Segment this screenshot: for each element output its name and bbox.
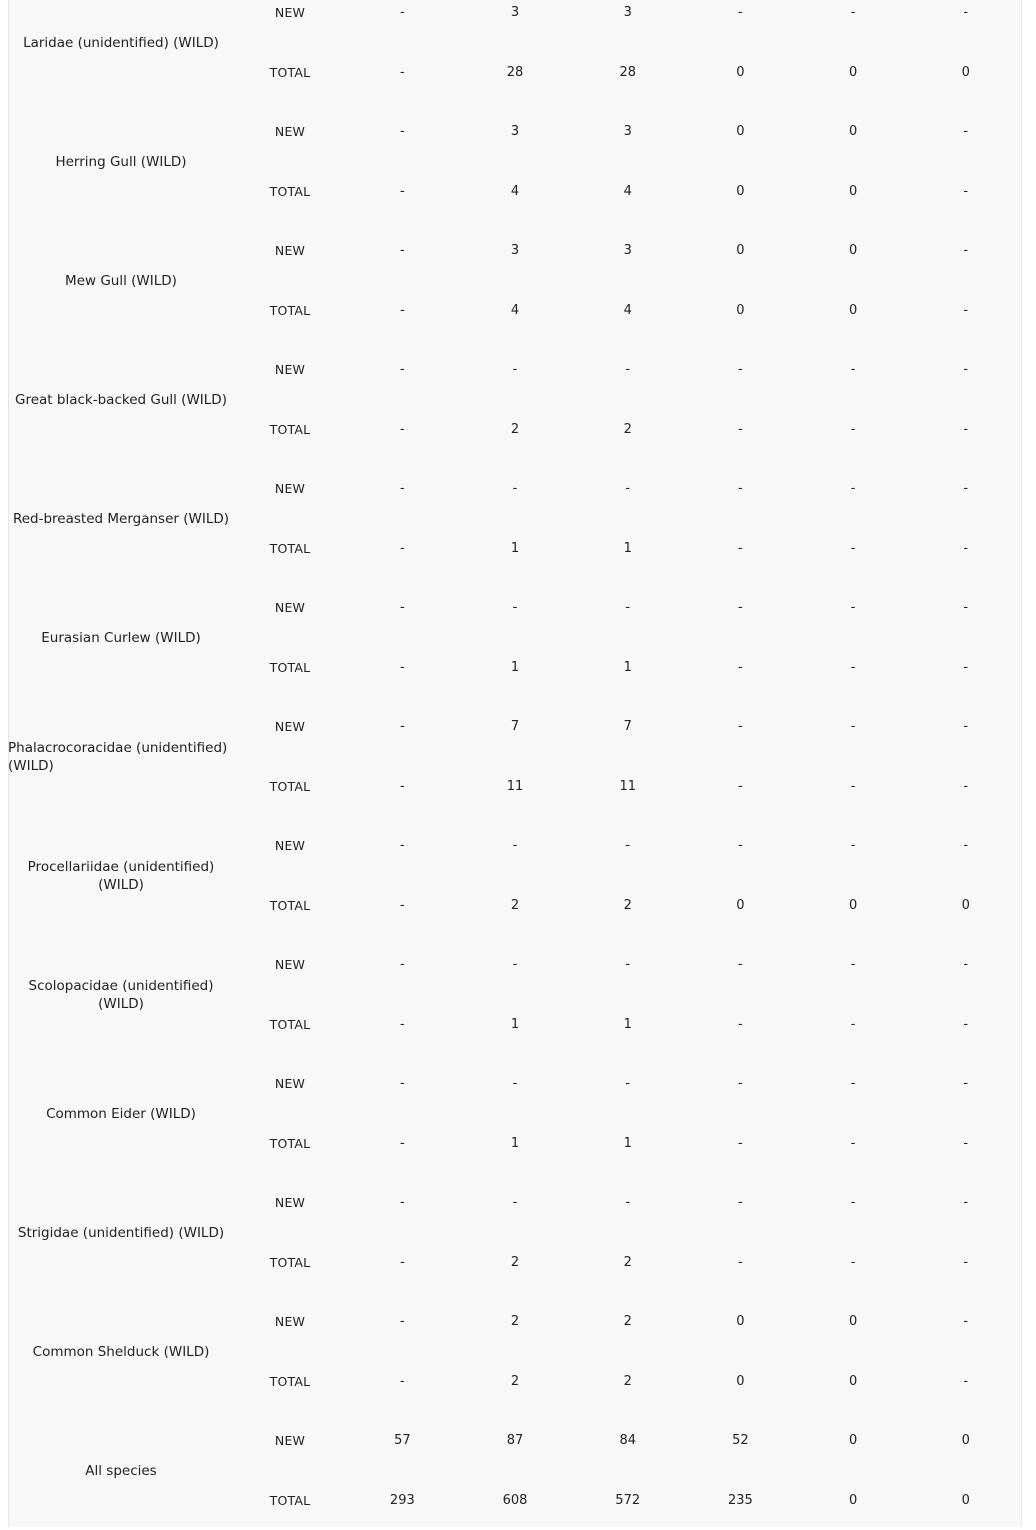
species-name-cell: Common Shelduck (WILD) [8, 1292, 234, 1411]
value-cell: - [797, 0, 910, 43]
value-cell: 57 [346, 1411, 459, 1471]
value-cell: - [909, 1114, 1022, 1174]
value-cell: - [459, 1054, 572, 1114]
value-cell: 3 [459, 221, 572, 281]
row-kind-label-total: TOTAL [234, 1471, 346, 1530]
value-cell: 1 [571, 519, 684, 579]
value-cell: - [909, 1292, 1022, 1352]
row-kind-label-new: NEW [234, 340, 346, 400]
value-cell: 28 [571, 43, 684, 103]
value-cell: 0 [684, 221, 797, 281]
value-cell: 4 [459, 162, 572, 222]
value-cell: - [797, 1114, 910, 1174]
row-kind-label-total: TOTAL [234, 400, 346, 460]
value-cell: 0 [797, 1292, 910, 1352]
row-kind-label-total: TOTAL [234, 281, 346, 341]
value-cell: - [459, 816, 572, 876]
row-kind-label-total: TOTAL [234, 757, 346, 817]
value-cell: - [909, 0, 1022, 43]
value-cell: 0 [797, 876, 910, 936]
value-cell: - [346, 578, 459, 638]
row-kind-label-new: NEW [234, 102, 346, 162]
value-cell: 2 [571, 876, 684, 936]
value-cell: 7 [571, 697, 684, 757]
value-cell: 2 [459, 1292, 572, 1352]
value-cell: - [909, 757, 1022, 817]
value-cell: 1 [459, 519, 572, 579]
value-cell: 4 [571, 281, 684, 341]
value-cell: 0 [797, 43, 910, 103]
value-cell: - [684, 400, 797, 460]
value-cell: - [797, 400, 910, 460]
value-cell: 1 [571, 1114, 684, 1174]
row-kind-label-new: NEW [234, 697, 346, 757]
value-cell: 0 [684, 102, 797, 162]
species-name-cell: Red-breasted Merganser (WILD) [8, 459, 234, 578]
value-cell: 2 [459, 1352, 572, 1412]
species-name-cell: Laridae (unidentified) (WILD) [8, 0, 234, 102]
value-cell: 2 [571, 1233, 684, 1293]
value-cell: - [571, 816, 684, 876]
row-kind-label-total: TOTAL [234, 638, 346, 698]
value-cell: - [797, 935, 910, 995]
value-cell: 52 [684, 1411, 797, 1471]
value-cell: 1 [459, 638, 572, 698]
value-cell: - [346, 1173, 459, 1233]
row-kind-label-new: NEW [234, 935, 346, 995]
value-cell: - [346, 757, 459, 817]
value-cell: 0 [797, 1352, 910, 1412]
value-cell: - [797, 340, 910, 400]
value-cell: - [346, 1054, 459, 1114]
value-cell: - [684, 578, 797, 638]
value-cell: - [459, 578, 572, 638]
table-row-new [8, 459, 1022, 519]
row-kind-label-new: NEW [234, 1173, 346, 1233]
table-row-new [8, 102, 1022, 162]
value-cell: - [571, 340, 684, 400]
row-kind-label-new: NEW [234, 459, 346, 519]
row-kind-label-total: TOTAL [234, 519, 346, 579]
species-name-cell: Procellariidae (unidentified) (WILD) [8, 816, 234, 935]
value-cell: 3 [571, 102, 684, 162]
value-cell: - [346, 0, 459, 43]
value-cell: 7 [459, 697, 572, 757]
value-cell: - [459, 1173, 572, 1233]
row-kind-label-new: NEW [234, 1292, 346, 1352]
value-cell: - [909, 697, 1022, 757]
value-cell: 3 [571, 0, 684, 43]
species-name-cell: Herring Gull (WILD) [8, 102, 234, 221]
value-cell: - [797, 816, 910, 876]
value-cell: 235 [684, 1471, 797, 1530]
value-cell: 608 [459, 1471, 572, 1530]
value-cell: 0 [684, 1292, 797, 1352]
value-cell: - [571, 459, 684, 519]
value-cell: - [571, 1054, 684, 1114]
table-row-new [8, 1292, 1022, 1352]
value-cell: - [797, 757, 910, 817]
table-row-new [8, 0, 1022, 43]
species-name-cell: All species [8, 1411, 234, 1530]
value-cell: - [684, 935, 797, 995]
value-cell: - [346, 816, 459, 876]
value-cell: - [797, 578, 910, 638]
value-cell: 0 [909, 1471, 1022, 1530]
value-cell: - [909, 221, 1022, 281]
value-cell: - [797, 995, 910, 1055]
value-cell: 0 [797, 281, 910, 341]
row-kind-label-new: NEW [234, 1054, 346, 1114]
value-cell: - [909, 1173, 1022, 1233]
species-name-cell: Phalacrocoracidae (unidentified) (WILD) [8, 697, 234, 816]
value-cell: 0 [797, 162, 910, 222]
value-cell: - [797, 638, 910, 698]
value-cell: - [909, 102, 1022, 162]
value-cell: - [571, 578, 684, 638]
value-cell: - [346, 1292, 459, 1352]
value-cell: 0 [684, 162, 797, 222]
value-cell: 0 [909, 876, 1022, 936]
row-kind-label-new: NEW [234, 578, 346, 638]
value-cell: 0 [797, 102, 910, 162]
value-cell: - [459, 935, 572, 995]
value-cell: 2 [459, 876, 572, 936]
value-cell: - [797, 519, 910, 579]
value-cell: 572 [571, 1471, 684, 1530]
value-cell: - [684, 816, 797, 876]
value-cell: - [571, 1173, 684, 1233]
value-cell: 3 [459, 0, 572, 43]
table-row-new [8, 221, 1022, 281]
value-cell: - [909, 1054, 1022, 1114]
value-cell: 4 [571, 162, 684, 222]
row-kind-label-new: NEW [234, 0, 346, 43]
species-table [8, 0, 1022, 1530]
value-cell: 1 [571, 638, 684, 698]
value-cell: 1 [459, 1114, 572, 1174]
row-kind-label-total: TOTAL [234, 1114, 346, 1174]
value-cell: - [346, 102, 459, 162]
table-row-new [8, 340, 1022, 400]
value-cell: 3 [459, 102, 572, 162]
value-cell: 2 [571, 1292, 684, 1352]
table-row-new [8, 935, 1022, 995]
value-cell: 2 [459, 1233, 572, 1293]
value-cell: - [684, 1054, 797, 1114]
value-cell: - [909, 519, 1022, 579]
value-cell: - [346, 1233, 459, 1293]
species-name-cell: Great black-backed Gull (WILD) [8, 340, 234, 459]
value-cell: - [909, 340, 1022, 400]
table-row-new [8, 1173, 1022, 1233]
species-name-cell: Scolopacidae (unidentified) (WILD) [8, 935, 234, 1054]
value-cell: - [684, 0, 797, 43]
value-cell: - [684, 1114, 797, 1174]
value-cell: - [346, 162, 459, 222]
value-cell: 0 [797, 221, 910, 281]
species-name-cell: Strigidae (unidentified) (WILD) [8, 1173, 234, 1292]
value-cell: 1 [571, 995, 684, 1055]
row-kind-label-total: TOTAL [234, 43, 346, 103]
value-cell: 2 [571, 1352, 684, 1412]
species-name-cell: Common Eider (WILD) [8, 1054, 234, 1173]
value-cell: - [684, 757, 797, 817]
value-cell: 293 [346, 1471, 459, 1530]
value-cell: - [797, 1233, 910, 1293]
table-row-new [8, 578, 1022, 638]
table-row-new [8, 1411, 1022, 1471]
value-cell: - [684, 1173, 797, 1233]
value-cell: - [459, 340, 572, 400]
value-cell: 0 [684, 1352, 797, 1412]
species-name-cell: Eurasian Curlew (WILD) [8, 578, 234, 697]
value-cell: - [797, 697, 910, 757]
value-cell: - [346, 519, 459, 579]
value-cell: - [684, 459, 797, 519]
species-table-body [8, 0, 1022, 1530]
value-cell: 2 [459, 400, 572, 460]
value-cell: - [909, 935, 1022, 995]
value-cell: 4 [459, 281, 572, 341]
value-cell: 0 [684, 876, 797, 936]
value-cell: - [346, 340, 459, 400]
value-cell: - [346, 638, 459, 698]
value-cell: 28 [459, 43, 572, 103]
value-cell: - [909, 162, 1022, 222]
value-cell: - [909, 1233, 1022, 1293]
row-kind-label-new: NEW [234, 1411, 346, 1471]
value-cell: 0 [909, 1411, 1022, 1471]
value-cell: - [909, 578, 1022, 638]
value-cell: 0 [797, 1471, 910, 1530]
table-row-new [8, 816, 1022, 876]
value-cell: - [346, 43, 459, 103]
value-cell: 0 [684, 43, 797, 103]
value-cell: - [909, 1352, 1022, 1412]
row-kind-label-new: NEW [234, 816, 346, 876]
value-cell: - [797, 1054, 910, 1114]
value-cell: - [909, 400, 1022, 460]
value-cell: 3 [571, 221, 684, 281]
value-cell: - [346, 221, 459, 281]
value-cell: - [684, 995, 797, 1055]
value-cell: - [909, 459, 1022, 519]
row-kind-label-total: TOTAL [234, 995, 346, 1055]
value-cell: 0 [684, 281, 797, 341]
value-cell: - [909, 995, 1022, 1055]
value-cell: - [346, 697, 459, 757]
value-cell: 11 [571, 757, 684, 817]
value-cell: - [346, 281, 459, 341]
row-kind-label-total: TOTAL [234, 162, 346, 222]
table-row-new [8, 1054, 1022, 1114]
value-cell: 11 [459, 757, 572, 817]
row-kind-label-total: TOTAL [234, 1233, 346, 1293]
row-kind-label-total: TOTAL [234, 876, 346, 936]
value-cell: - [684, 1233, 797, 1293]
value-cell: - [346, 876, 459, 936]
value-cell: - [346, 1352, 459, 1412]
table-row-new [8, 697, 1022, 757]
value-cell: - [346, 935, 459, 995]
row-kind-label-new: NEW [234, 221, 346, 281]
value-cell: 2 [571, 400, 684, 460]
value-cell: - [797, 459, 910, 519]
value-cell: - [459, 459, 572, 519]
value-cell: - [909, 816, 1022, 876]
row-kind-label-total: TOTAL [234, 1352, 346, 1412]
value-cell: - [684, 519, 797, 579]
value-cell: - [571, 935, 684, 995]
value-cell: - [684, 340, 797, 400]
value-cell: - [909, 638, 1022, 698]
value-cell: - [684, 638, 797, 698]
value-cell: - [684, 697, 797, 757]
value-cell: 0 [909, 43, 1022, 103]
value-cell: - [797, 1173, 910, 1233]
value-cell: - [346, 1114, 459, 1174]
species-name-cell: Mew Gull (WILD) [8, 221, 234, 340]
value-cell: 87 [459, 1411, 572, 1471]
value-cell: - [346, 995, 459, 1055]
value-cell: 0 [797, 1411, 910, 1471]
value-cell: 1 [459, 995, 572, 1055]
value-cell: - [346, 459, 459, 519]
value-cell: 84 [571, 1411, 684, 1471]
value-cell: - [346, 400, 459, 460]
value-cell: - [909, 281, 1022, 341]
